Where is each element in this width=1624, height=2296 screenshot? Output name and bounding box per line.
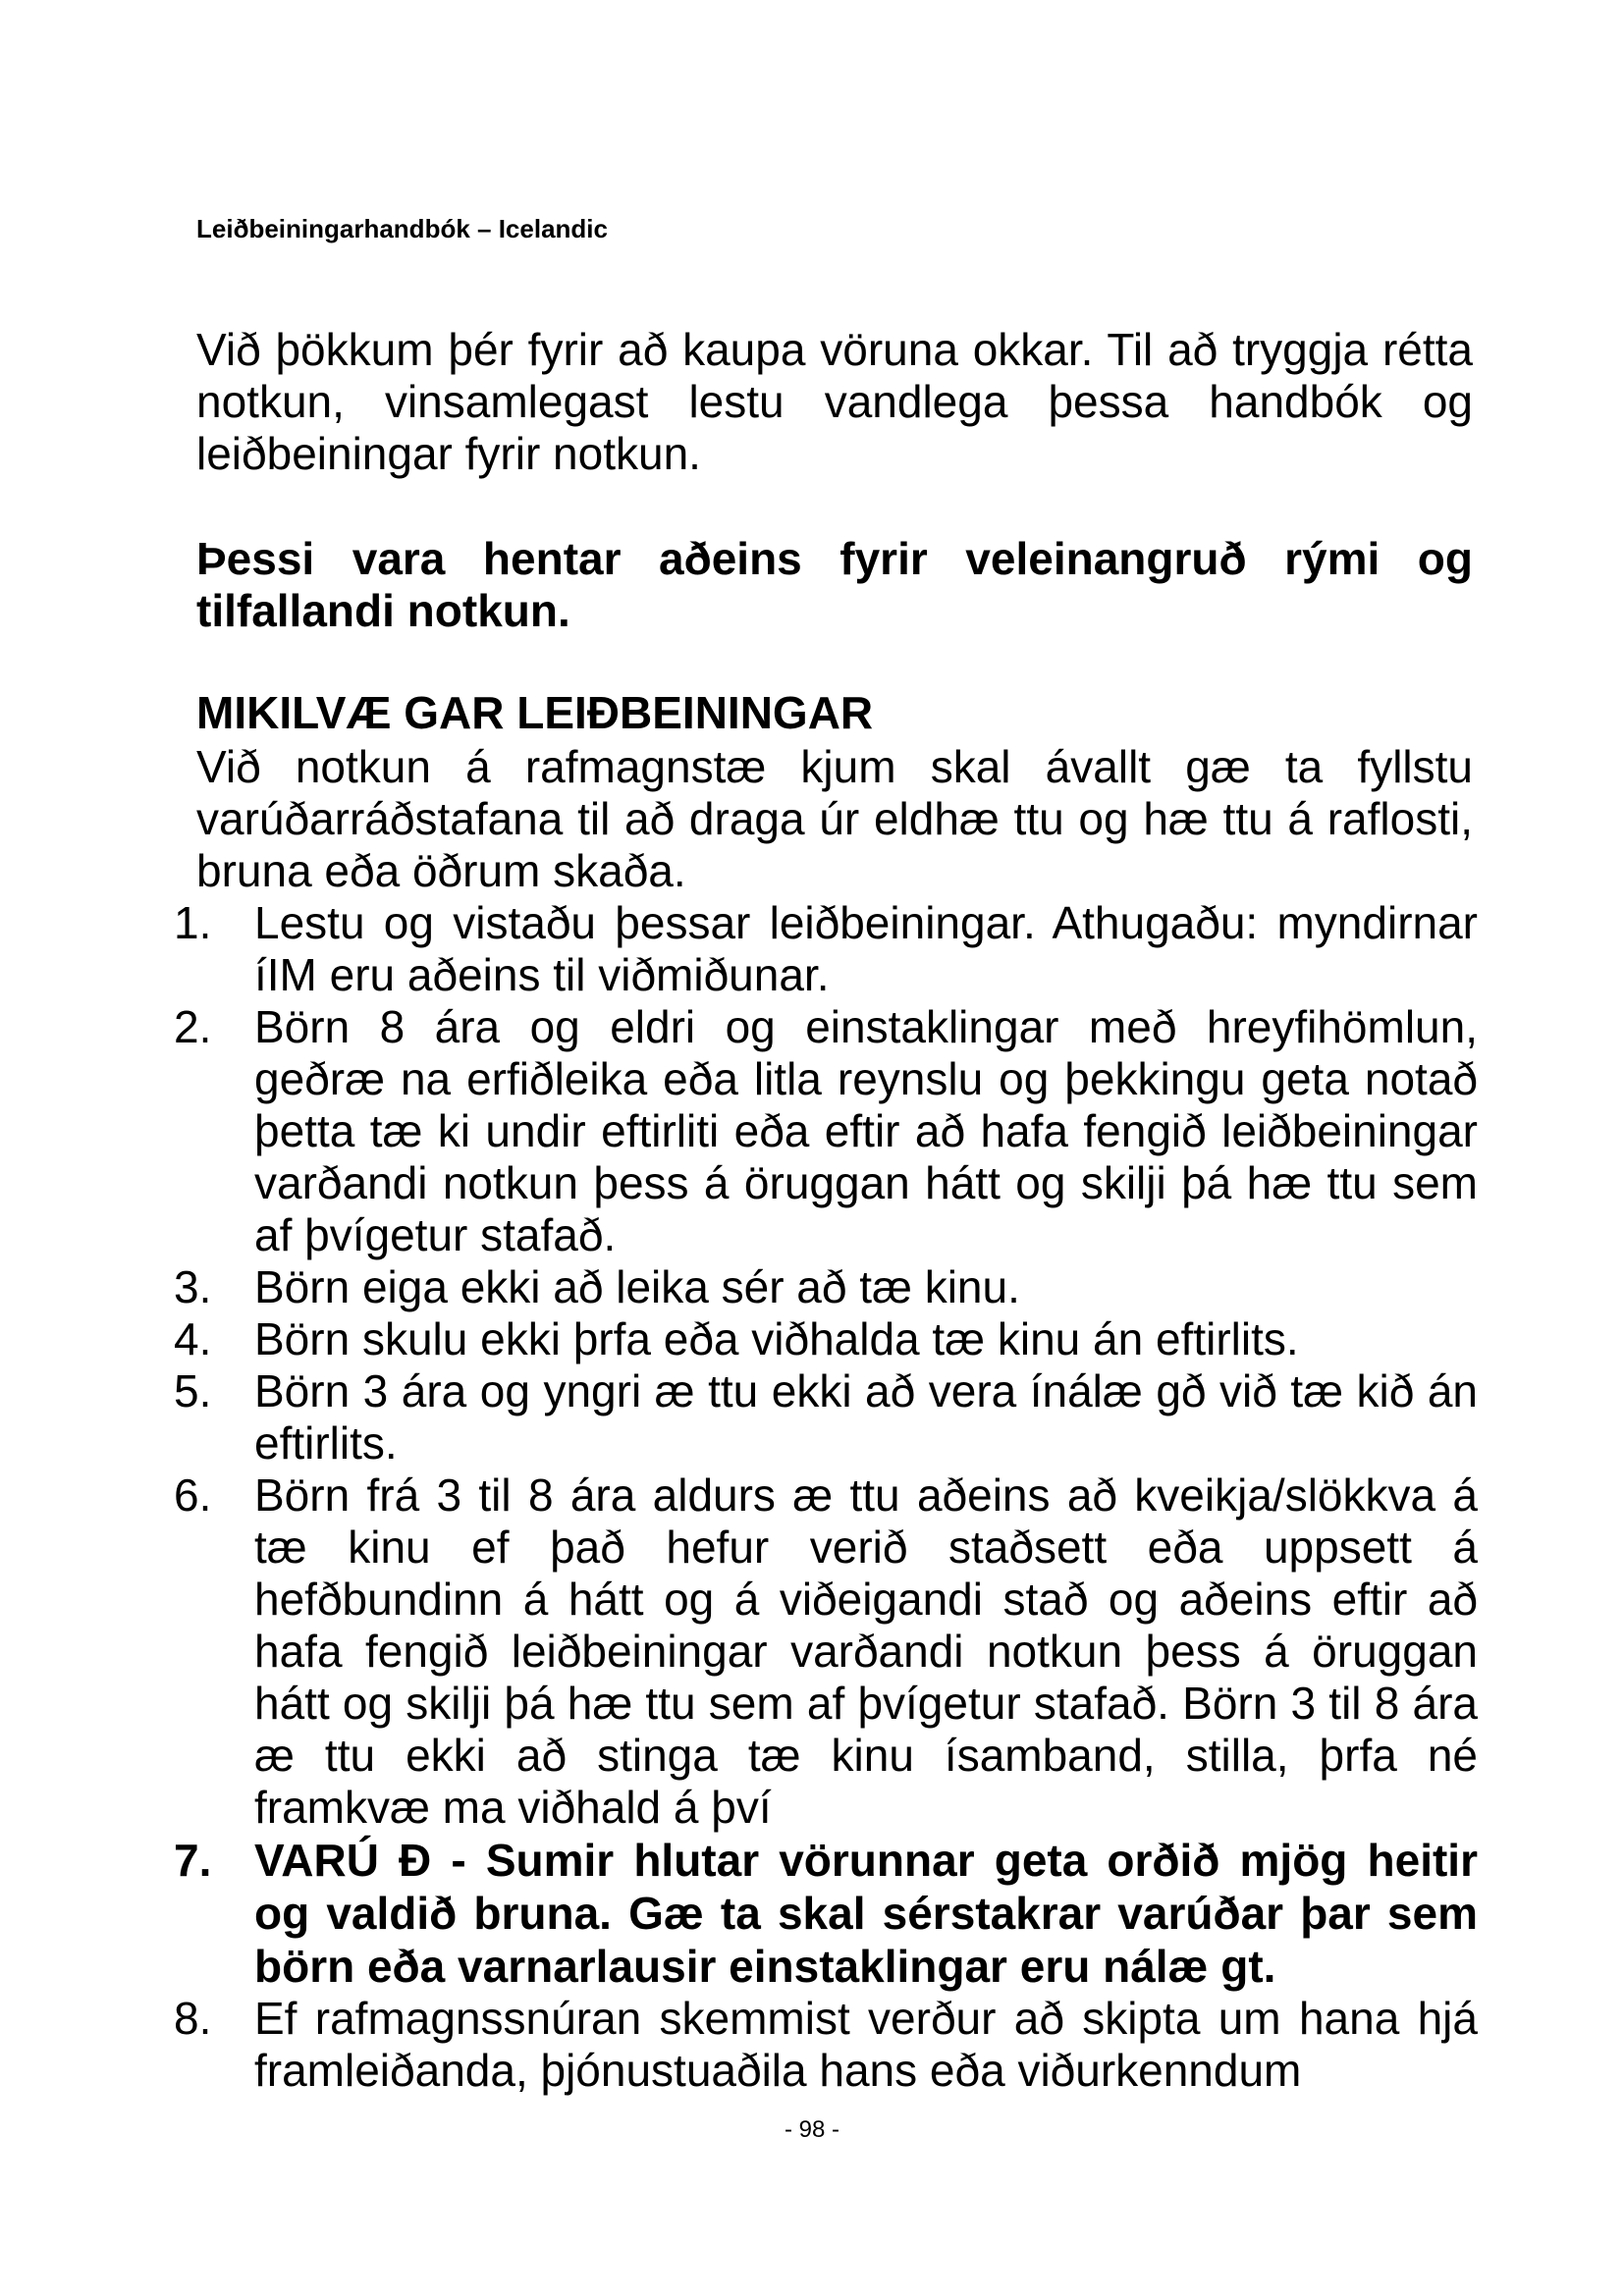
warning-list-item	[174, 1834, 1478, 1993]
list-item	[174, 1993, 1478, 2097]
list-item-text: Börn 3 ára og yngri æ ttu ekki að vera ínálæ gð við tæ kið án eftirlits.	[254, 1365, 1478, 1468]
list-item-number: 8.	[174, 1993, 212, 2044]
instructions-lead-paragraph: Við notkun á rafmagnstæ kjum skal ávallt gæ ta fyllstu varúðarráðstafana til að draga úr eldhæ ttu og hæ ttu á raflosti, bruna eða öðrum skaða.	[196, 741, 1473, 896]
list-item	[174, 1365, 1478, 1469]
instruction-list	[174, 897, 1478, 2097]
list-item-text: Lestu og vistaðu þessar leiðbeiningar. Athugaðu: myndirnar íIM eru aðeins til viðmiðunar.	[254, 897, 1478, 1000]
list-item-text: Ef rafmagnssnúran skemmist verður að skipta um hana hjá framleiðanda, þjónustuaðila hans eða viðurkenndum	[254, 1993, 1478, 2096]
list-item-text: VARÚ Ð - Sumir hlutar vörunnar geta orðið mjög heitir og valdið bruna. Gæ ta skal sérstakrar varúðar þar sem börn eða varnarlausir einstaklingar eru nálæ gt.	[254, 1835, 1478, 1992]
list-item	[174, 1313, 1478, 1365]
list-item-number: 5.	[174, 1365, 212, 1416]
list-item	[174, 1469, 1478, 1834]
list-item	[174, 1261, 1478, 1313]
section-heading: MIKILVÆ GAR LEIÐBEININGAR	[196, 687, 874, 738]
list-item	[174, 1001, 1478, 1261]
list-item-text: Börn skulu ekki þrfa eða viðhalda tæ kinu án eftirlits.	[254, 1313, 1299, 1364]
list-item-text: Börn eiga ekki að leika sér að tæ kinu.	[254, 1261, 1020, 1312]
list-item-number: 2.	[174, 1001, 212, 1052]
list-item-number: 4.	[174, 1313, 212, 1364]
list-item-number: 6.	[174, 1469, 212, 1521]
page-number: - 98 -	[784, 2116, 839, 2143]
list-item-number: 7.	[174, 1835, 212, 1886]
list-item-number: 1.	[174, 897, 212, 948]
list-item	[174, 897, 1478, 1001]
list-item-number: 3.	[174, 1261, 212, 1312]
page-content	[174, 324, 1478, 2097]
intro-paragraph: Við þökkum þér fyrir að kaupa vöruna okkar. Til að tryggja rétta notkun, vinsamlegast lestu vandlega þessa handbók og leiðbeiningar fyrir notkun.	[196, 324, 1473, 479]
list-item-text: Börn 8 ára og eldri og einstaklingar með hreyfihömlun, geðræ na erfiðleika eða litla reynslu og þekkingu geta notað þetta tæ ki undir eftirliti eða eftir að hafa fengið leiðbeiningar varðandi notkun þess á öruggan hátt og skilji þá hæ ttu sem af þvígetur stafað.	[254, 1001, 1478, 1260]
list-item-text: Börn frá 3 til 8 ára aldurs æ ttu aðeins að kveikja/slökkva á tæ kinu ef það hefur verið staðsett eða uppsett á hefðbundinn á hátt og á viðeigandi stað og aðeins eftir að hafa fengið leiðbeiningar varðandi notkun þess á öruggan hátt og skilji þá hæ ttu sem af þvígetur stafað. Börn 3 til 8 ára æ ttu ekki að stinga tæ kinu ísamband, stilla, þrfa né framkvæ ma viðhald á því	[254, 1469, 1478, 1833]
usage-notice: Þessi vara hentar aðeins fyrir veleinangruð rými og tilfallandi notkun.	[196, 533, 1473, 636]
page-header: Leiðbeiningarhandbók – Icelandic	[196, 214, 608, 243]
